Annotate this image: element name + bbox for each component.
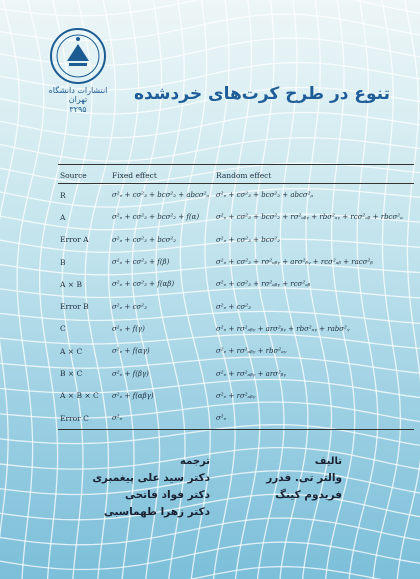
- source-cell: R: [60, 190, 66, 200]
- translator-name: دکتر سید علی پیغمبری: [92, 472, 210, 484]
- table-row: [58, 229, 414, 251]
- source-cell: A: [60, 212, 66, 222]
- header-source: Source: [58, 168, 110, 184]
- expected-mean-squares-table: [58, 168, 414, 430]
- table-top-rule: [58, 164, 414, 165]
- table-row: [58, 295, 414, 317]
- table-row: [58, 385, 414, 407]
- table-body: [58, 184, 414, 430]
- grid-line: [0, 0, 420, 16]
- fixed-effect-cell: σ²ₑ + cσ²₃ + bcσ²₂ + f(α): [112, 213, 200, 222]
- table-row: [58, 184, 414, 207]
- fixed-effect-cell: σ²ₑ + cσ²₃ + bcσ²₂ + abcσ²ᵨ: [112, 191, 210, 200]
- translators-label: ترجمه: [180, 456, 210, 467]
- fixed-effect-cell: σ²ₑ + cσ²₃ + bcσ²₂: [112, 235, 177, 244]
- table-row: [58, 206, 414, 228]
- source-cell: C: [60, 324, 66, 334]
- authors-label: تالیف: [314, 456, 342, 467]
- header-random-effect: Random effect: [214, 168, 414, 184]
- authors-block: [232, 453, 342, 504]
- random-effect-cell: σ²ₑ + rσ²ₐᵦᵧ + arσ²ᵦᵧ + rbσ²ₐᵧ + rabσ²ᵧ: [216, 324, 350, 333]
- source-cell: B × C: [60, 369, 83, 379]
- publisher-logo: [43, 27, 113, 133]
- table-header-row: [58, 168, 414, 184]
- fixed-effect-cell: σ²ₑ + cσ²₃ + f(αβ): [112, 280, 175, 289]
- source-cell: Error C: [58, 407, 110, 430]
- source-cell: A × B × C: [60, 391, 99, 401]
- translator-name: دکتر زهرا طهماسبی: [103, 506, 210, 518]
- random-effect-cell: σ²ₑ + rσ²ₐᵦᵧ + rbσ²ₐᵧ: [216, 347, 287, 356]
- university-seal-icon: [49, 27, 107, 85]
- random-effect-cell: σ²ₑ + cσ²₃ + bcσ²₂ + rσ²ₐᵦᵧ + rbσ²ₐᵧ + rcσ²ₐᵦ + rbcσ²ₐ: [216, 213, 403, 222]
- table-row: [58, 340, 414, 362]
- table-row: [58, 251, 414, 273]
- table-row: [58, 318, 414, 340]
- author-name: فریدوم کینگ: [275, 489, 342, 501]
- translator-name: دکتر فواد فاتحی: [124, 489, 210, 501]
- source-cell: A × C: [60, 346, 83, 356]
- source-cell: A × B: [60, 279, 82, 289]
- fixed-effect-cell: σ²ₑ + cσ²₃: [112, 302, 147, 311]
- source-cell: B: [60, 257, 66, 267]
- fixed-effect-cell: σ²ₑ: [110, 407, 214, 430]
- table-row: [58, 362, 414, 384]
- random-effect-cell: σ²ₑ + cσ²₃ + bcσ²₂: [216, 235, 281, 244]
- random-effect-cell: σ²ₑ + rσ²ₐᵦᵧ + arσ²ᵦᵧ: [216, 369, 286, 378]
- source-cell: Error B: [60, 302, 89, 312]
- ems-table: [58, 168, 414, 430]
- table-row: [58, 407, 414, 430]
- random-effect-cell: σ²ₑ + rσ²ₐᵦᵧ: [216, 391, 256, 400]
- author-name: والتر تی. فدرر: [266, 472, 342, 484]
- publisher-name: انتشارات دانشگاه تهران: [48, 86, 108, 104]
- random-effect-cell: σ²ₑ: [214, 407, 414, 430]
- fixed-effect-cell: σ²ₑ + cσ²₃ + f(β): [112, 258, 170, 267]
- translators-block: [40, 453, 210, 521]
- publication-number: ۳۲۹۵: [69, 104, 87, 114]
- random-effect-cell: σ²ₑ + cσ²₃ + rσ²ₐᵦᵧ + rcσ²ₐᵦ: [216, 280, 311, 289]
- table-row: [58, 273, 414, 295]
- fixed-effect-cell: σ²ₑ + f(βγ): [112, 369, 149, 378]
- fixed-effect-cell: σ²ₑ + f(γ): [112, 324, 145, 333]
- book-title: تنوع در طرح کرت‌های خرد‌شده: [133, 84, 390, 104]
- fixed-effect-cell: σ²ₑ + f(αγ): [112, 347, 150, 356]
- random-effect-cell: σ²ₑ + cσ²₃ + bcσ²₂ + abcσ²ᵨ: [216, 191, 314, 200]
- random-effect-cell: σ²ₑ + cσ²₃ + rσ²ₐᵦᵧ + arσ²ᵦᵧ + rcσ²ₐᵦ + racσ²ᵦ: [216, 258, 373, 267]
- random-effect-cell: σ²ₑ + cσ²₃: [216, 302, 251, 311]
- grid-line: [0, 542, 420, 569]
- source-cell: Error A: [60, 235, 89, 245]
- header-fixed-effect: Fixed effect: [110, 168, 214, 184]
- fixed-effect-cell: σ²ₑ + f(αβγ): [112, 391, 154, 400]
